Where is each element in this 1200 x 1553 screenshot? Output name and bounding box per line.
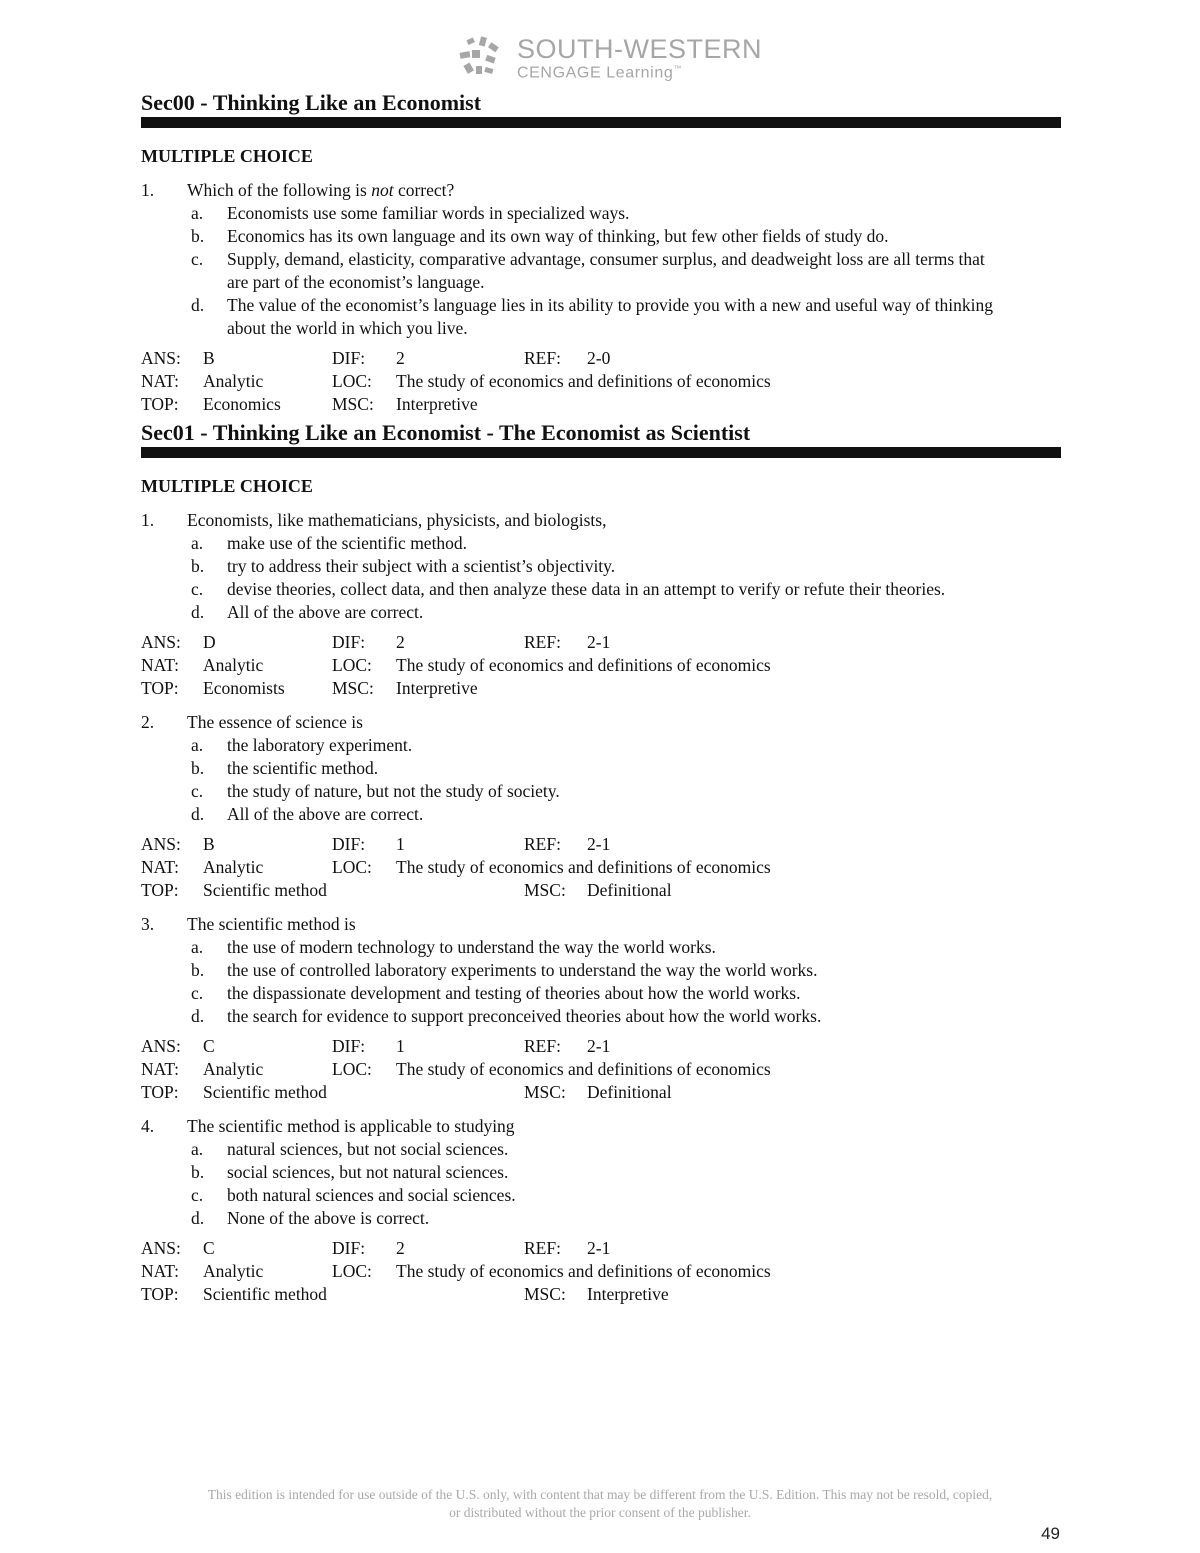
question-text-pre: Which of the following is	[187, 180, 372, 200]
question-number: 1.	[141, 180, 155, 200]
logo-sub-label: CENGAGE Learning	[517, 64, 674, 82]
loc-label: LOC:	[332, 1059, 372, 1079]
msc-value: Interpretive	[396, 394, 478, 414]
ref-value: 2-1	[587, 834, 611, 854]
answer-option	[191, 959, 1061, 982]
section-sec01	[141, 420, 1061, 1306]
nat-label: NAT:	[141, 1261, 180, 1281]
answer-metadata	[141, 833, 1061, 902]
ref-label: REF:	[524, 632, 561, 652]
option-text: the dispassionate development and testing of theories about how the world works.	[227, 983, 801, 1003]
question-sec01-3	[141, 913, 1061, 1028]
answer-option	[191, 1207, 1061, 1230]
option-text: the use of modern technology to understand the way the world works.	[227, 937, 716, 957]
multiple-choice-heading: MULTIPLE CHOICE	[141, 476, 313, 496]
option-text: Supply, demand, elasticity, comparative advantage, consumer surplus, and deadweight loss are all terms that are part of the economist’s language.	[227, 249, 985, 292]
option-letter: b.	[191, 556, 205, 576]
loc-value: The study of economics and definitions of economics	[396, 655, 771, 675]
nat-value: Analytic	[203, 371, 264, 391]
ans-label: ANS:	[141, 1036, 181, 1056]
ref-value: 2-1	[587, 1238, 611, 1258]
option-letter: b.	[191, 758, 205, 778]
msc-value: Interpretive	[587, 1284, 669, 1304]
option-text: try to address their subject with a scientist’s objectivity.	[227, 556, 616, 576]
loc-label: LOC:	[332, 655, 372, 675]
meta-row-nat	[141, 370, 1061, 393]
ans-label: ANS:	[141, 834, 181, 854]
meta-row-nat	[141, 1260, 1061, 1283]
meta-row-top	[141, 879, 1061, 902]
option-text: devise theories, collect data, and then analyze these data in an attempt to verify or refute their theories.	[227, 579, 946, 599]
option-text: social sciences, but not natural sciences.	[227, 1162, 509, 1182]
question-number: 2.	[141, 712, 155, 732]
option-text: Economists use some familiar words in specialized ways.	[227, 203, 630, 223]
answer-option	[191, 532, 1061, 555]
loc-value: The study of economics and definitions of economics	[396, 1261, 771, 1281]
meta-row-ans	[141, 833, 1061, 856]
loc-value: The study of economics and definitions of economics	[396, 371, 771, 391]
msc-value: Interpretive	[396, 678, 478, 698]
option-letter: d.	[191, 1006, 205, 1026]
nat-value: Analytic	[203, 1261, 264, 1281]
question-stem	[141, 711, 1061, 734]
option-letter: b.	[191, 226, 205, 246]
dif-label: DIF:	[332, 1036, 366, 1056]
top-value: Economists	[203, 678, 285, 698]
page-number: 49	[1041, 1524, 1060, 1543]
answer-option	[191, 982, 1061, 1005]
option-text: the laboratory experiment.	[227, 735, 413, 755]
ref-label: REF:	[524, 348, 561, 368]
question-sec01-2	[141, 711, 1061, 826]
top-value: Economics	[203, 394, 281, 414]
option-text: The value of the economist’s language lies in its ability to provide you with a new and useful way of thinking about the world in which you live.	[227, 295, 993, 338]
top-label: TOP:	[141, 394, 179, 414]
ref-label: REF:	[524, 834, 561, 854]
question-stem	[141, 1115, 1061, 1138]
nat-label: NAT:	[141, 1059, 180, 1079]
option-text: All of the above are correct.	[227, 804, 424, 824]
question-stem	[141, 913, 1061, 936]
option-text: the search for evidence to support preconceived theories about how the world works.	[227, 1006, 822, 1026]
option-letter: a.	[191, 1139, 204, 1159]
option-letter: d.	[191, 1208, 205, 1228]
option-letter: a.	[191, 735, 204, 755]
dif-label: DIF:	[332, 632, 366, 652]
question-text: Economists, like mathematicians, physicists, and biologists,	[187, 510, 607, 530]
cengage-logo-icon	[458, 36, 508, 84]
ans-value: B	[203, 348, 215, 368]
loc-label: LOC:	[332, 857, 372, 877]
option-letter: a.	[191, 937, 204, 957]
meta-row-nat	[141, 654, 1061, 677]
option-letter: a.	[191, 203, 204, 223]
top-value: Scientific method	[203, 880, 327, 900]
meta-row-nat	[141, 1058, 1061, 1081]
meta-row-nat	[141, 856, 1061, 879]
answer-option	[191, 225, 1061, 248]
loc-label: LOC:	[332, 371, 372, 391]
option-letter: d.	[191, 295, 205, 315]
meta-row-top	[141, 677, 1061, 700]
option-text: make use of the scientific method.	[227, 533, 468, 553]
answer-option	[191, 734, 1061, 757]
meta-row-top	[141, 1283, 1061, 1306]
option-text: All of the above are correct.	[227, 602, 424, 622]
dif-value: 2	[396, 1238, 405, 1258]
answer-option	[191, 601, 1061, 624]
answer-option	[191, 1161, 1061, 1184]
question-number: 3.	[141, 914, 155, 934]
footer-line-2: or distributed without the prior consent of the publisher.	[449, 1505, 751, 1520]
meta-row-ans	[141, 1237, 1061, 1260]
question-number: 4.	[141, 1116, 155, 1136]
nat-label: NAT:	[141, 371, 180, 391]
option-text: Economics has its own language and its own way of thinking, but few other fields of study do.	[227, 226, 889, 246]
option-letter: a.	[191, 533, 204, 553]
question-text: The scientific method is applicable to studying	[187, 1116, 515, 1136]
footer-line-1: This edition is intended for use outside of the U.S. only, with content that may be different from the U.S. Edition. This may not be resold, copied,	[207, 1487, 993, 1502]
ans-label: ANS:	[141, 632, 181, 652]
logo-main-text: SOUTH-WESTERN	[517, 34, 762, 64]
question-text: The essence of science is	[187, 712, 363, 732]
question-sec01-4	[141, 1115, 1061, 1230]
answer-option	[191, 202, 1061, 225]
answer-option	[191, 578, 1061, 601]
loc-value: The study of economics and definitions of economics	[396, 857, 771, 877]
answer-option	[191, 294, 1061, 340]
meta-row-top	[141, 393, 1061, 416]
trademark-mark: ™	[673, 64, 682, 73]
multiple-choice-heading: MULTIPLE CHOICE	[141, 146, 313, 166]
answer-option	[191, 1138, 1061, 1161]
copyright-footer	[100, 1486, 1100, 1522]
meta-row-ans	[141, 1035, 1061, 1058]
ans-value: D	[203, 632, 216, 652]
question-stem	[141, 179, 1061, 202]
question-sec00-1	[141, 179, 1061, 340]
answer-option	[191, 248, 1061, 294]
option-letter: b.	[191, 1162, 205, 1182]
option-letter: c.	[191, 781, 204, 801]
ans-label: ANS:	[141, 1238, 181, 1258]
ref-value: 2-1	[587, 1036, 611, 1056]
meta-row-ans	[141, 631, 1061, 654]
dif-value: 1	[396, 1036, 405, 1056]
ref-label: REF:	[524, 1238, 561, 1258]
question-sec01-1	[141, 509, 1061, 624]
ans-value: B	[203, 834, 215, 854]
loc-label: LOC:	[332, 1261, 372, 1281]
nat-value: Analytic	[203, 857, 264, 877]
dif-value: 1	[396, 834, 405, 854]
top-label: TOP:	[141, 1082, 179, 1102]
section-rule	[141, 447, 1061, 458]
nat-value: Analytic	[203, 655, 264, 675]
msc-value: Definitional	[587, 1082, 672, 1102]
top-label: TOP:	[141, 880, 179, 900]
meta-row-ans	[141, 347, 1061, 370]
option-text: natural sciences, but not social sciences.	[227, 1139, 509, 1159]
answer-metadata	[141, 347, 1061, 416]
answer-metadata	[141, 631, 1061, 700]
ans-value: C	[203, 1036, 215, 1056]
option-text: None of the above is correct.	[227, 1208, 430, 1228]
dif-label: DIF:	[332, 348, 366, 368]
nat-value: Analytic	[203, 1059, 264, 1079]
logo-sub-text	[517, 64, 682, 82]
ans-label: ANS:	[141, 348, 181, 368]
publisher-logo	[458, 34, 762, 86]
ref-value: 2-0	[587, 348, 611, 368]
loc-value: The study of economics and definitions of economics	[396, 1059, 771, 1079]
question-number: 1.	[141, 510, 155, 530]
msc-label: MSC:	[524, 880, 566, 900]
question-text-post: correct?	[393, 180, 455, 200]
option-letter: d.	[191, 602, 205, 622]
answer-metadata	[141, 1237, 1061, 1306]
meta-row-top	[141, 1081, 1061, 1104]
answer-metadata	[141, 1035, 1061, 1104]
section-title: Sec00 - Thinking Like an Economist	[141, 90, 482, 115]
msc-label: MSC:	[332, 678, 374, 698]
question-text	[187, 179, 1061, 202]
page-content	[141, 90, 1061, 1306]
section-title: Sec01 - Thinking Like an Economist - The Economist as Scientist	[141, 420, 751, 445]
option-text: the use of controlled laboratory experiments to understand the way the world works.	[227, 960, 818, 980]
option-letter: b.	[191, 960, 205, 980]
ref-value: 2-1	[587, 632, 611, 652]
top-value: Scientific method	[203, 1082, 327, 1102]
answer-option	[191, 1184, 1061, 1207]
question-text: The scientific method is	[187, 914, 356, 934]
answer-option	[191, 780, 1061, 803]
answer-option	[191, 936, 1061, 959]
option-letter: c.	[191, 983, 204, 1003]
option-text: the study of nature, but not the study of society.	[227, 781, 560, 801]
dif-value: 2	[396, 632, 405, 652]
msc-value: Definitional	[587, 880, 672, 900]
answer-option	[191, 757, 1061, 780]
top-value: Scientific method	[203, 1284, 327, 1304]
option-letter: c.	[191, 1185, 204, 1205]
question-stem	[141, 509, 1061, 532]
option-text: the scientific method.	[227, 758, 379, 778]
top-label: TOP:	[141, 678, 179, 698]
option-letter: c.	[191, 249, 204, 269]
question-text-emphasis: not	[371, 180, 394, 200]
answer-option	[191, 555, 1061, 578]
dif-label: DIF:	[332, 834, 366, 854]
msc-label: MSC:	[524, 1082, 566, 1102]
option-letter: c.	[191, 579, 204, 599]
msc-label: MSC:	[524, 1284, 566, 1304]
dif-value: 2	[396, 348, 405, 368]
ans-value: C	[203, 1238, 215, 1258]
msc-label: MSC:	[332, 394, 374, 414]
section-sec00	[141, 90, 1061, 416]
nat-label: NAT:	[141, 655, 180, 675]
option-text: both natural sciences and social sciences.	[227, 1185, 516, 1205]
option-letter: d.	[191, 804, 205, 824]
section-rule	[141, 117, 1061, 128]
answer-option	[191, 1005, 1061, 1028]
top-label: TOP:	[141, 1284, 179, 1304]
dif-label: DIF:	[332, 1238, 366, 1258]
ref-label: REF:	[524, 1036, 561, 1056]
answer-option	[191, 803, 1061, 826]
nat-label: NAT:	[141, 857, 180, 877]
